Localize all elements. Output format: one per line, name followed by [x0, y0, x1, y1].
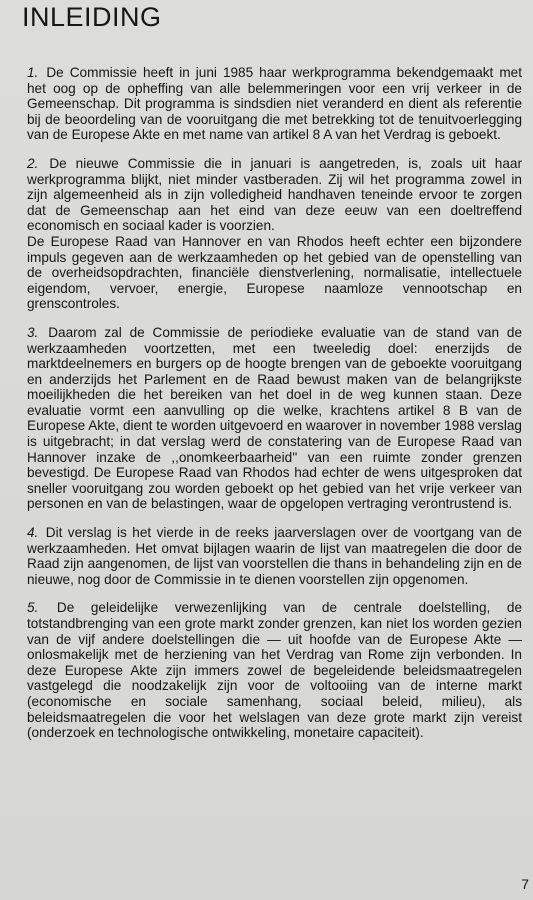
paragraph-3 [27, 325, 522, 512]
page-title: INLEIDING [22, 2, 162, 32]
paragraph-text: De Europese Raad van Hannover en van Rhodos heeft echter een bijzondere impuls gegeven aan de werkzaamheden op het gebied van de openstelling van de overheidsopdrachten, financiële dienstverlening, normalisatie, intellectuele eigendom, vervoer, energie, Europese naamloze vennootschap en grenscontroles. [27, 233, 522, 312]
paragraph-number: 5. [27, 600, 39, 616]
paragraph-text: De Commissie heeft in juni 1985 haar werkprogramma bekendgemaakt met het oog op de opheffing van alle belemmeringen voor een vrij verkeer in de Gemeenschap. Dit programma is sindsdien niet veranderd en dient als referentie bij de beoordeling van de vooruitgang die met betrekking tot de tenuitvoerlegging van de Europese Akte en met name van artikel 8 A van het Verdrag is geboekt. [27, 65, 522, 143]
paragraph-number: 4. [27, 525, 39, 541]
paragraph-4 [27, 525, 522, 587]
paragraph-2 [27, 156, 522, 234]
paragraph-text: De geleidelijke verwezenlijking van de centrale doelstelling, de totstandbrenging van een grote markt zonder grenzen, kan niet los worden gezien van de vijf andere doelstellingen die — uit hoofde van de Europese Akte — onlosmakelijk met de herziening van het Verdrag van Rome zijn verbonden. In deze Europese Akte zijn immers zowel de begeleidende beleidsmaatregelen vastgelegd die noodzakelijk zijn voor de voltooiing van de interne markt (economische en sociale samenhang, sociaal beleid, milieu), als beleidsmaatregelen die voor het welslagen van deze grote markt zijn vereist (onderzoek en technologische ontwikkeling, monetaire capaciteit). [27, 600, 523, 741]
page-number: 7 [521, 876, 529, 892]
paragraph-number: 3. [27, 324, 39, 340]
paragraph-text: Dit verslag is het vierde in de reeks jaarverslagen over de voortgang van de werkzaamheden. Het omvat bijlagen waarin de lijst van maatregelen die door de Raad zijn aangenomen, de lijst van voorstellen die thans in behandeling zijn en de nieuwe, nog door de Commissie in te dienen voorstellen zijn opgenomen. [27, 525, 522, 587]
paragraph-number: 1. [27, 65, 39, 80]
paragraph-text: De nieuwe Commissie die in januari is aangetreden, is, zoals uit haar werkprogramma blijkt, niet minder vastberaden. Zij wil het programma zowel in zijn algemeenheid als in zijn volledigheid handhaven teneinde ervoor te zorgen dat de Gemeenschap aan het eind van deze eeuw van een doeltreffend economisch en sociaal kader is voorzien. [27, 155, 522, 234]
paragraph-2-continued [27, 234, 522, 312]
paragraph-number: 2. [27, 155, 39, 171]
paragraph-1 [27, 65, 522, 143]
body-text [27, 65, 522, 754]
paragraph-5 [27, 600, 522, 740]
paragraph-text: Daarom zal de Commissie de periodieke evaluatie van de stand van de werkzaamheden voortzetten, met een tweeledig doel: enerzijds de marktdeelnemers en burgers op de hoogte brengen van de geboekte vooruitgang en anderzijds het Parlement en de Raad bewust maken van de belangrijkste moeilijkheden die het bereiken van het doel in de weg kunnen staan. Deze evaluatie vormt een aanvulling op die welke, krachtens artikel 8 B van de Europese Akte, dient te worden uitgevoerd en waarover in november 1988 verslag is uitgebracht; in dat verslag werd de constatering van de Europese Raad van Hannover inzake de ,,onomkeerbaarheid'' van een ruimte zonder grenzen bevestigd. De Europese Raad van Rhodos had echter de wens uitgesproken dat sneller vooruitgang zou worden geboekt op het gebied van het vrije verkeer van personen en van de belastingen, waar de opgelopen vertraging verontrustend is. [27, 324, 523, 512]
